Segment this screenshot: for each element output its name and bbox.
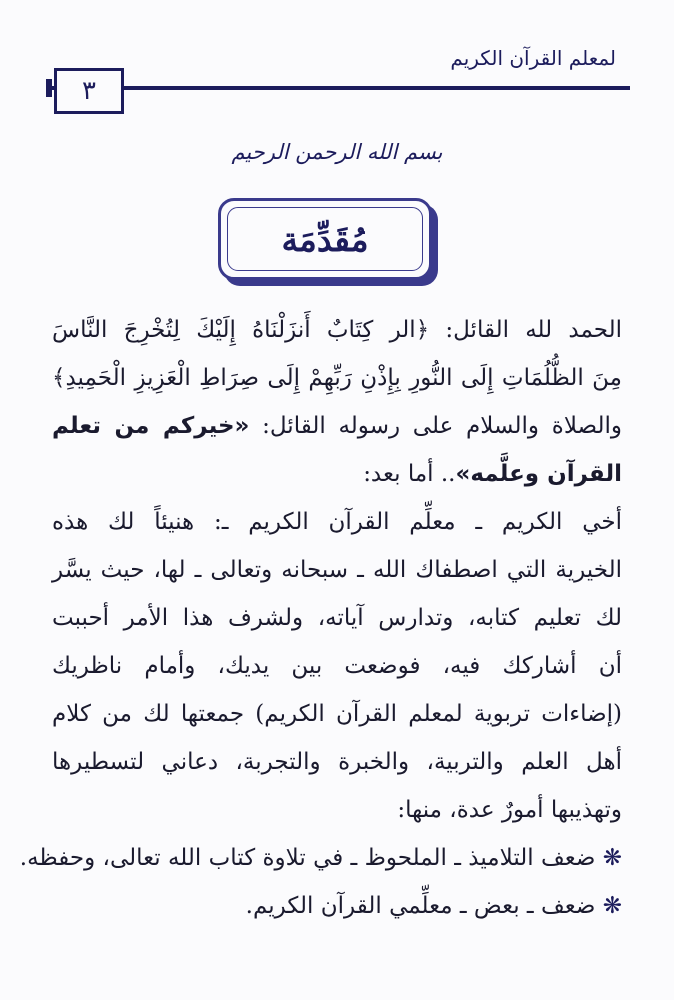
- text-line: [52, 450, 622, 498]
- text-line: لك تعليم كتابه، وتدارس آياته، ولشرف هذا الأمر أحببت: [52, 605, 622, 631]
- body-text: [19, 306, 622, 930]
- basmala: بسم الله الرحمن الرحيم: [231, 140, 443, 164]
- page-number: ٣: [54, 68, 124, 114]
- header-title: لمعلم القرآن الكريم: [450, 46, 616, 70]
- bullet-item: [19, 834, 622, 882]
- bullet-text: ضعف التلاميذ ـ الملحوظ ـ في تلاوة كتاب الله تعالى، وحفظه.: [19, 845, 596, 871]
- text-line: (إضاءات تربوية لمعلم القرآن الكريم) جمعتها لك من كلام: [52, 701, 622, 727]
- bullet-icon: ❋: [602, 845, 622, 871]
- section-title: مُقَدِّمَة: [227, 207, 423, 271]
- text-segment: .. أما بعد:: [363, 461, 456, 487]
- hadith-quote: القرآن وعلَّمه»: [455, 461, 622, 487]
- header-rule-end: [46, 79, 52, 97]
- bullet-item: [52, 882, 622, 930]
- text-line: وتهذيبها أمورٌ عدة، منها:: [397, 797, 622, 823]
- hadith-quote: «خيركم من تعلم: [52, 413, 250, 439]
- text-segment: والصلاة والسلام على رسوله القائل:: [249, 413, 622, 439]
- text-line: [52, 402, 622, 450]
- bullet-icon: ❋: [602, 893, 622, 919]
- header-rule: [52, 86, 630, 90]
- text-line: مِنَ الظُّلُمَاتِ إِلَى النُّورِ بِإِذْنِ رَبِّهِمْ إِلَى صِرَاطِ الْعَزِيزِ الْحَمِيدِ﴾: [52, 365, 622, 391]
- text-line: أهل العلم والتربية، والخبرة والتجربة، دعاني لتسطيرها: [52, 749, 622, 775]
- text-line: أن أشاركك فيه، فوضعت بين يديك، وأمام ناظريك: [52, 653, 622, 679]
- bullet-text: ضعف ـ بعض ـ معلِّمي القرآن الكريم.: [245, 893, 596, 919]
- text-line: أخي الكريم ـ معلِّم القرآن الكريم ـ: هنيئاً لك هذه: [52, 509, 622, 535]
- text-line: الخيرية التي اصطفاك الله ـ سبحانه وتعالى ـ لها، حيث يسَّر: [52, 557, 622, 583]
- text-line: الحمد لله القائل: ﴿الر كِتَابٌ أَنزَلْنَاهُ إِلَيْكَ لِتُخْرِجَ النَّاسَ: [52, 317, 622, 343]
- section-title-frame: [218, 198, 432, 280]
